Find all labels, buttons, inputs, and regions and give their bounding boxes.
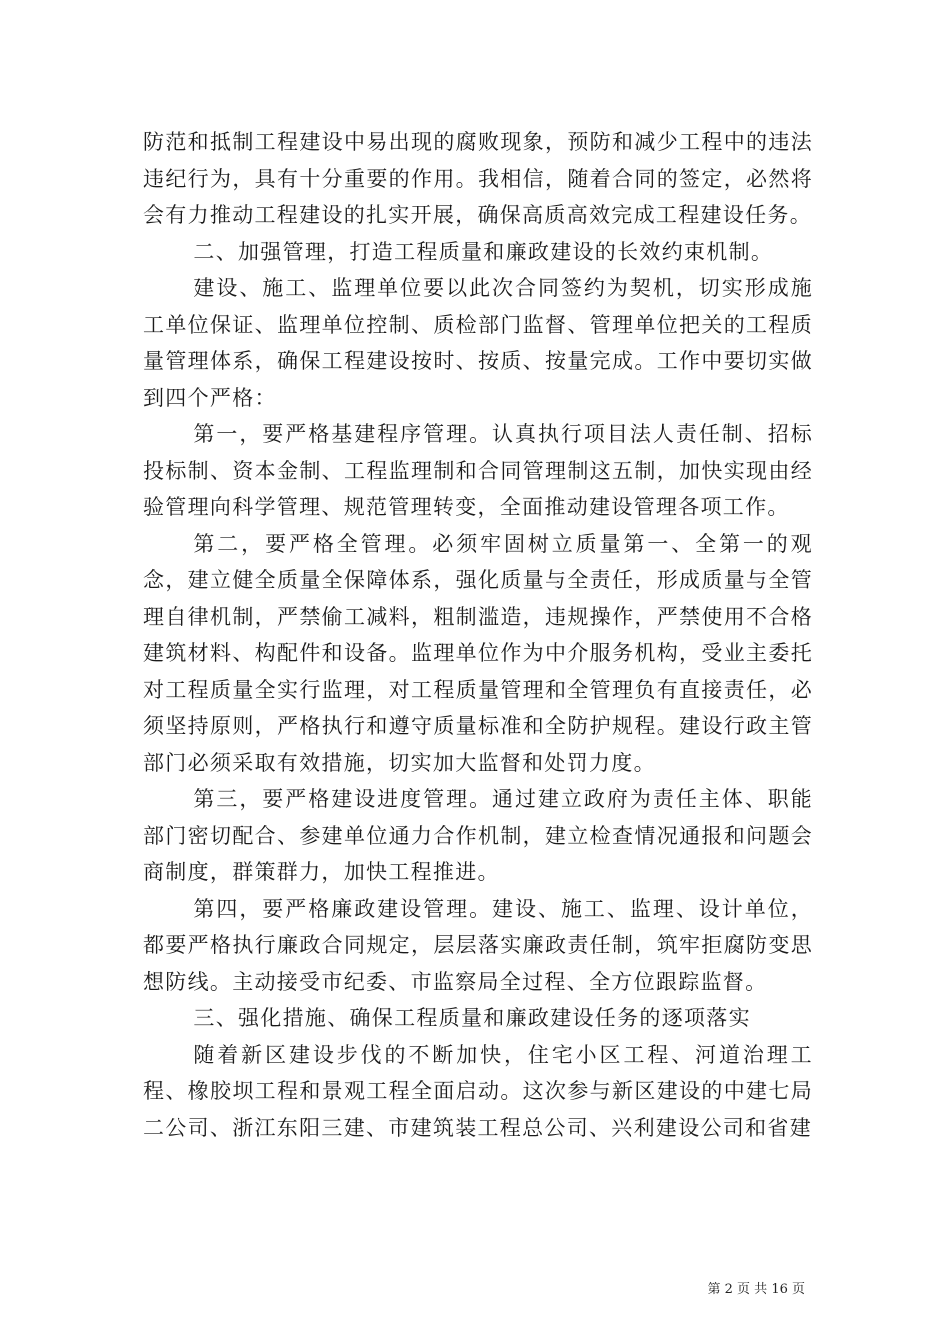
paragraph-item-2: 第二，要严格全管理。必须牢固树立质量第一、全第一的观念，建立健全质量全保障体系，强化质量与全责任，形成质量与全管理自律机制，严禁偷工减料，粗制滥造，违规操作，严禁使用不合格建筑材料、构配件和设备。监理单位作为中介服务机构，受业主委托对工程质量全实行监理，对工程质量管理和全管理负有直接责任，必须坚持原则，严格执行和遵守质量标准和全防护规程。建设行政主管部门必须采取有效措施，切实加大监督和处罚力度。 — [143, 531, 813, 775]
paragraph: 建设、施工、监理单位要以此次合同签约为契机，切实形成施工单位保证、监理单位控制、质检部门监督、管理单位把关的工程质量管理体系，确保工程建设按时、按质、按量完成。工作中要切实做到四个严格： — [143, 276, 813, 410]
paragraph-continuation: 防范和抵制工程建设中易出现的腐败现象，预防和减少工程中的违法违纪行为，具有十分重要的作用。我相信，随着合同的签定，必然将会有力推动工程建设的扎实开展，确保高质高效完成工程建设任务。 — [143, 130, 813, 227]
paragraph-item-3: 第三，要严格建设进度管理。通过建立政府为责任主体、职能部门密切配合、参建单位通力合作机制，建立检查情况通报和问题会商制度，群策群力，加快工程推进。 — [143, 787, 813, 884]
paragraph-item-1: 第一，要严格基建程序管理。认真执行项目法人责任制、招标投标制、资本金制、工程监理制和合同管理制这五制，加快实现由经验管理向科学管理、规范管理转变，全面推动建设管理各项工作。 — [143, 422, 813, 519]
paragraph: 随着新区建设步伐的不断加快，住宅小区工程、河道治理工程、橡胶坝工程和景观工程全面启动。这次参与新区建设的中建七局二公司、浙江东阳三建、市建筑装工程总公司、兴利建设公司和省建 — [143, 1042, 813, 1140]
section-heading-2: 二、加强管理，打造工程质量和廉政建设的长效约束机制。 — [193, 239, 774, 264]
section-heading-3: 三、强化措施、确保工程质量和廉政建设任务的逐项落实 — [193, 1006, 751, 1030]
document-body — [143, 124, 813, 1146]
paragraph-item-4: 第四，要严格廉政建设管理。建设、施工、监理、设计单位，都要严格执行廉政合同规定，层层落实廉政责任制，筑牢拒腐防变思想防线。主动接受市纪委、市监察局全过程、全方位跟踪监督。 — [143, 896, 813, 994]
page-number: 第 2 页 共 16 页 — [707, 1282, 805, 1297]
